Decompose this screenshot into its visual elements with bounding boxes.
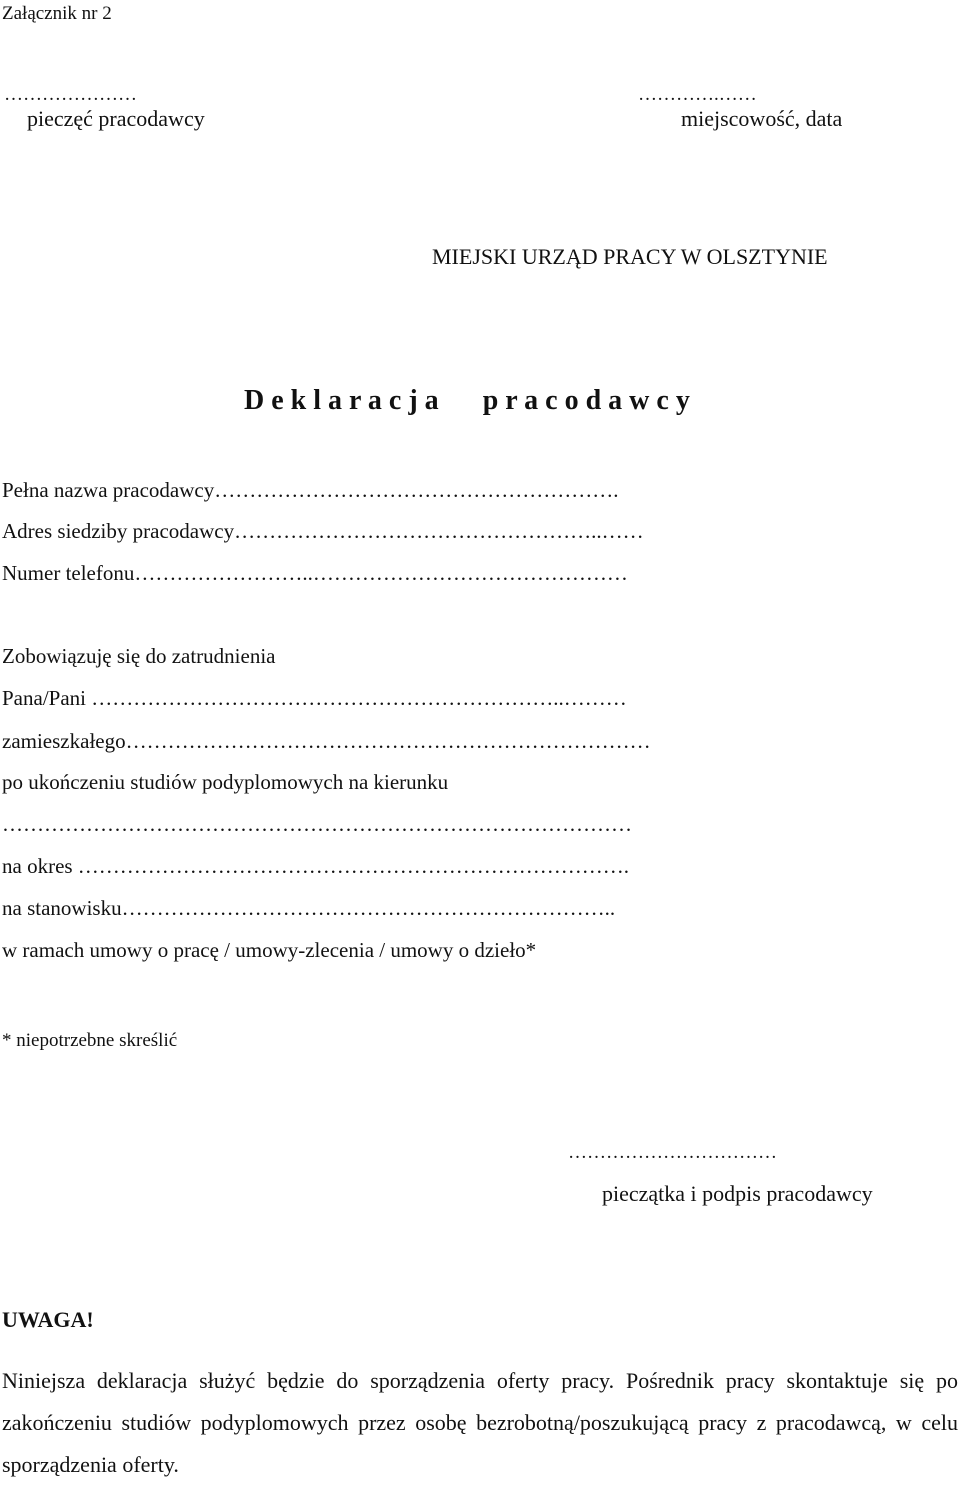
employer-stamp-label: pieczęć pracodawcy [27, 106, 205, 131]
warning-heading: UWAGA! [2, 1307, 94, 1332]
employment-period-field: na okres ……………………………………………………………………. [2, 854, 630, 878]
position-field: na stanowisku…………………………………………………………….. [2, 896, 616, 920]
signature-field: …………………………… [568, 1142, 777, 1163]
commitment-statement: Zobowiązuję się do zatrudnienia [2, 644, 276, 668]
residence-field: zamieszkałego………………………………………………………………… [2, 729, 651, 753]
employer-name-field: Pełna nazwa pracodawcy…………………………………………………. [2, 478, 619, 502]
study-field-label: po ukończeniu studiów podyplomowych na kierunku [2, 770, 449, 794]
document-title-word-2: p r a c o d a w c y [482, 385, 690, 416]
addressee-office: MIEJSKI URZĄD PRACY W OLSZTYNIE [432, 244, 828, 269]
annex-number: Załącznik nr 2 [2, 3, 112, 24]
phone-number-field: Numer telefonu……………………..……………………………………… [2, 561, 628, 585]
place-date-field: ………….…… [638, 84, 757, 105]
employer-stamp-field: ………………… [4, 84, 137, 105]
employer-address-field: Adres siedziby pracodawcy……………………………………………..…… [2, 519, 644, 543]
warning-note: Niniejsza deklaracja służyć będzie do sporządzenia oferty pracy. Pośrednik pracy skontaktuje się po zakończeniu studiów podyplomowych przez osobę bezrobotną/poszukującą pracy z pracodawcą, w celu sporządzenia oferty. [2, 1368, 958, 1477]
person-name-field: Pana/Pani …………………………………………………………..……… [2, 686, 627, 710]
contract-type-field: w ramach umowy o pracę / umowy-zlecenia / umowy o dzieło* [2, 938, 537, 962]
document-title-word-1: D e k l a r a c j a [244, 385, 439, 416]
document-title [244, 385, 690, 417]
footnote: * niepotrzebne skreślić [2, 1030, 178, 1051]
place-date-label: miejscowość, data [681, 106, 843, 131]
study-field-blank: ……………………………………………………………………………… [2, 812, 632, 836]
signature-label: pieczątka i podpis pracodawcy [602, 1181, 873, 1206]
